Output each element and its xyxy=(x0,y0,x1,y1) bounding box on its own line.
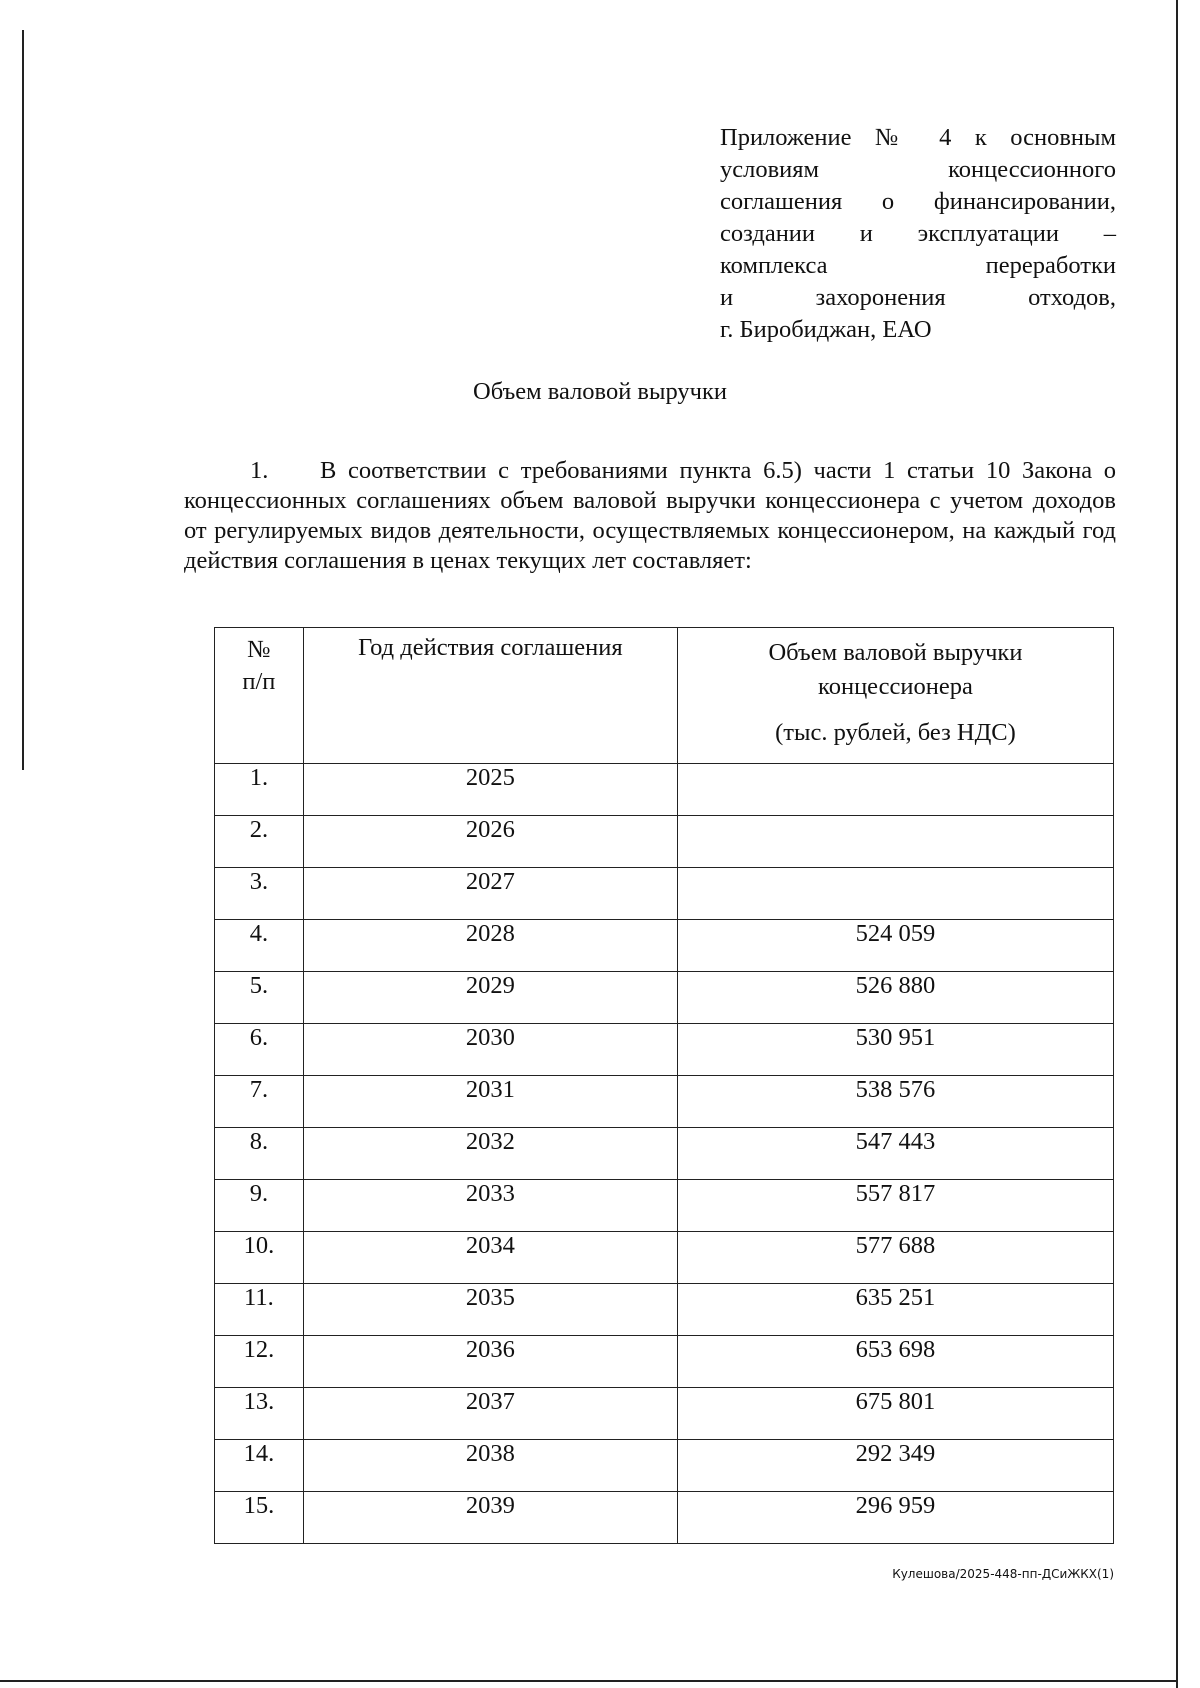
header-revenue-unit: (тыс. рублей, без НДС) xyxy=(775,719,1016,746)
row-year: 2036 xyxy=(303,1336,677,1388)
table-row xyxy=(215,1076,1114,1128)
header-year-label: Год действия соглашения xyxy=(358,634,623,661)
row-num: 2. xyxy=(215,816,304,868)
row-num: 12. xyxy=(215,1336,304,1388)
row-value xyxy=(677,868,1113,920)
document-reference: Кулешова/2025-448-пп-ДСиЖКХ(1) xyxy=(892,1567,1114,1581)
table-row xyxy=(215,1128,1114,1180)
table-row xyxy=(215,1492,1114,1544)
row-num: 8. xyxy=(215,1128,304,1180)
row-value xyxy=(677,764,1113,816)
paragraph-1 xyxy=(184,456,1116,576)
row-value: 557 817 xyxy=(677,1180,1113,1232)
table-row xyxy=(215,1388,1114,1440)
row-value: 538 576 xyxy=(677,1076,1113,1128)
row-num: 13. xyxy=(215,1388,304,1440)
appendix-line: Приложение № 4 к основным xyxy=(720,124,1116,151)
table-row xyxy=(215,920,1114,972)
row-year: 2027 xyxy=(303,868,677,920)
row-value: 635 251 xyxy=(677,1284,1113,1336)
row-value: 292 349 xyxy=(677,1440,1113,1492)
table-row xyxy=(215,1284,1114,1336)
row-year: 2035 xyxy=(303,1284,677,1336)
row-num: 3. xyxy=(215,868,304,920)
row-year: 2028 xyxy=(303,920,677,972)
row-num: 4. xyxy=(215,920,304,972)
paragraph-text: В соответствии с требованиями пункта 6.5) части 1 статьи 10 Закона о концессионных соглашениях объем валовой выручки концессионера с учетом доходов от регулируемых видов деятельности, осуществляемых концессионером, на каждый год действия соглашения в ценах текущих лет составляет: xyxy=(184,457,1116,574)
row-num: 6. xyxy=(215,1024,304,1076)
revenue-table xyxy=(214,627,1114,1544)
paragraph-number: 1. xyxy=(250,457,269,484)
appendix-line: г. Биробиджан, ЕАО xyxy=(720,316,932,343)
header-num xyxy=(215,628,304,764)
row-year: 2037 xyxy=(303,1388,677,1440)
row-value: 524 059 xyxy=(677,920,1113,972)
table-row xyxy=(215,816,1114,868)
row-year: 2032 xyxy=(303,1128,677,1180)
header-revenue-line2: концессионера xyxy=(818,673,973,700)
appendix-note xyxy=(720,122,1116,346)
row-value: 526 880 xyxy=(677,972,1113,1024)
table-row xyxy=(215,764,1114,816)
appendix-line: создании и эксплуатации – xyxy=(720,220,1116,247)
row-value xyxy=(677,816,1113,868)
scan-right-edge xyxy=(1176,0,1178,1688)
row-value: 547 443 xyxy=(677,1128,1113,1180)
table-row xyxy=(215,1440,1114,1492)
table-row xyxy=(215,868,1114,920)
row-value: 653 698 xyxy=(677,1336,1113,1388)
row-num: 11. xyxy=(215,1284,304,1336)
header-revenue-line1: Объем валовой выручки xyxy=(768,639,1023,666)
row-num: 5. xyxy=(215,972,304,1024)
row-num: 9. xyxy=(215,1180,304,1232)
row-value: 530 951 xyxy=(677,1024,1113,1076)
row-num: 7. xyxy=(215,1076,304,1128)
row-year: 2031 xyxy=(303,1076,677,1128)
appendix-line: условиям концессионного xyxy=(720,156,1116,183)
scan-bottom-edge xyxy=(0,1680,1178,1682)
row-year: 2029 xyxy=(303,972,677,1024)
header-year xyxy=(303,628,677,764)
row-value: 675 801 xyxy=(677,1388,1113,1440)
row-value: 296 959 xyxy=(677,1492,1113,1544)
table-row xyxy=(215,972,1114,1024)
table-row xyxy=(215,1024,1114,1076)
header-revenue xyxy=(677,628,1113,764)
table-row xyxy=(215,1180,1114,1232)
appendix-line: комплекса переработки xyxy=(720,252,1116,279)
header-num-line2: п/п xyxy=(242,668,276,695)
row-year: 2026 xyxy=(303,816,677,868)
row-num: 14. xyxy=(215,1440,304,1492)
table-row xyxy=(215,1232,1114,1284)
appendix-line: соглашения о финансировании, xyxy=(720,188,1116,215)
row-num: 10. xyxy=(215,1232,304,1284)
table-row xyxy=(215,1336,1114,1388)
row-num: 1. xyxy=(215,764,304,816)
header-num-line1: № xyxy=(247,636,271,663)
row-year: 2025 xyxy=(303,764,677,816)
appendix-line: и захоронения отходов, xyxy=(720,284,1116,311)
row-value: 577 688 xyxy=(677,1232,1113,1284)
row-year: 2038 xyxy=(303,1440,677,1492)
row-year: 2033 xyxy=(303,1180,677,1232)
row-year: 2034 xyxy=(303,1232,677,1284)
row-num: 15. xyxy=(215,1492,304,1544)
table-header-row xyxy=(215,628,1114,764)
document-title: Объем валовой выручки xyxy=(473,378,727,405)
row-year: 2039 xyxy=(303,1492,677,1544)
row-year: 2030 xyxy=(303,1024,677,1076)
